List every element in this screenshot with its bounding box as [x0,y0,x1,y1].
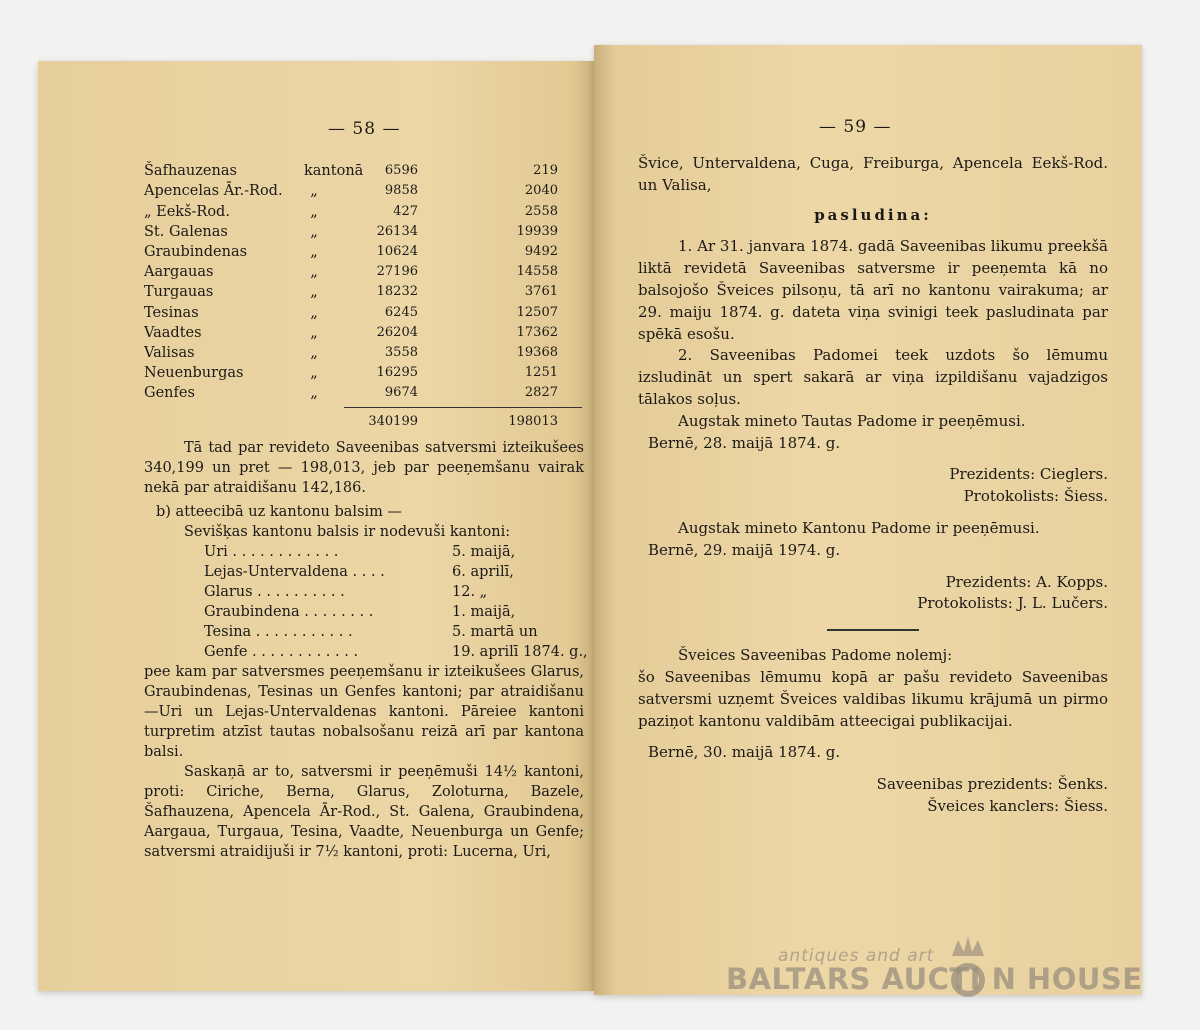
adopted-note-1: Augstak mineto Tautas Padome ir peeņēmusi. [678,411,1026,430]
page-number: — 59 — [819,117,892,137]
list-item [204,622,584,642]
right-page-content [638,153,1108,818]
canton-name: Aargauas [144,264,214,281]
proclamation-heading: pasludina: [814,205,932,224]
right-page [594,45,1142,995]
yes-votes: 26204 [376,324,418,340]
canton-votes-paragraph: pee kam par satversmes peeņemšanu ir izteikušees Glarus, Graubindenas, Tesinas un Genfes kantoni; par atraidišanu—Uri un Lejas-Untervaldenas kantoni. Pāreiee kantoni turpretim atzīst tautas nobalsošanu reizā arī par kantona balsi. [144,664,584,761]
open-book [38,45,1142,995]
canton-name: Tesinas [144,304,199,321]
canton-dotted-name: Lejas-Untervaldena . . . . [204,564,385,581]
table-row [144,302,584,322]
vote-date: 6. aprilī, [452,564,514,581]
canton-suffix: „ [310,365,318,382]
canton-name: Neuenburgas [144,365,244,382]
council-heading: Šveices Saveenibas Padome nolemj: [678,646,953,665]
no-votes: 2040 [524,183,558,199]
chancellor-signature: Šveices kanclers: Šiess. [927,796,1108,815]
canton-date-list [144,542,588,662]
canton-dotted-name: Graubindena . . . . . . . . [204,604,374,621]
no-votes: 1251 [524,365,558,381]
section-b-heading: b) atteecibā uz kantonu balsim — [156,504,403,521]
canton-suffix: „ [310,264,318,281]
president-signature-3: Saveenibas prezidents: Šenks. [876,775,1108,794]
canton-name: St. Galenas [144,223,228,240]
list-item [204,562,584,582]
president-signature-1: Prezidents: Cieglers. [949,465,1108,484]
canton-name: „ Eekš-Rod. [144,203,230,220]
canton-suffix: „ [310,203,318,220]
result-paragraph: Saskaņā ar to, satversmi ir peeņēmuši 14½ kantoni, proti: Ciriche, Berna, Glarus, Zoloturna, Bazele, Šafhauzena, Apencela Ār-Rod., St. Galena, Graubindena, Aargaua, Turgaua, Tesina, Vaadte, Neuenburga un Genfe; satversmi atraidijuši ir 7½ kantoni, proti: Lucerna, Uri, [144,764,584,861]
table-row [144,323,584,343]
yes-votes: 26134 [376,223,418,239]
vote-date: 1. maijā, [452,604,516,621]
table-row [144,262,584,282]
canton-suffix: „ [310,243,318,260]
summary-paragraph: Tā tad par revideto Saveenibas satversmi izteikušees 340,199 un pret — 198,013, jeb par peeņemšanu vairak nekā par atraidišanu 142,186. [144,440,584,497]
yes-votes: 6245 [384,304,418,320]
place-date-3: Bernē, 30. maijā 1874. g. [648,743,841,762]
no-votes: 14558 [516,264,558,280]
table-row [144,282,584,302]
item-2: 2. Saveenibas Padomei teek uzdots šo lēmumu izsludināt un spert sakarā ar viņa izpildišanu vajadzigos tālakos soļus. [638,346,1108,408]
yes-votes: 9674 [384,385,418,401]
canton-suffix: „ [310,324,318,341]
total-no: 198013 [508,414,558,430]
canton-name: Apencelas Ār.-Rod. [144,183,283,200]
watermark-tagline: antiques and art [778,946,935,966]
yes-votes: 10624 [376,243,418,259]
watermark-name: BALTARS AUCTI N HOUSE [726,962,1143,996]
canton-suffix: „ [310,385,318,402]
yes-votes: 9858 [384,183,418,199]
table-row [144,242,584,262]
no-votes: 9492 [524,243,558,259]
vote-date: 19. aprilī 1874. g., [452,644,588,661]
no-votes: 3761 [524,284,558,300]
canton-name: Turgauas [144,284,214,301]
total-yes: 340199 [368,414,418,430]
list-item [204,582,584,602]
table-row [144,343,584,363]
yes-votes: 18232 [376,284,418,300]
canton-suffix: kantonā [304,163,364,180]
canton-suffix: „ [310,304,318,321]
list-item [204,642,588,662]
council-decision: šo Saveenibas lēmumu kopā ar pašu revideto Saveenibas satversmi uzņemt Šveices valdibas likumu krājumā un pirmo paziņot kantonu valdibām atteecigai publikacijai. [638,667,1108,730]
adopted-note-2: Augstak mineto Kantonu Padome ir peeņēmusi. [678,518,1040,537]
canton-dotted-name: Tesina . . . . . . . . . . . [204,624,353,641]
canton-dotted-name: Genfe . . . . . . . . . . . . [204,644,359,661]
secretary-signature-2: Protokolists: J. L. Lučers. [917,594,1108,613]
canton-suffix: „ [310,344,318,361]
intro-text: Švice, Untervaldena, Cuga, Freiburga, Apencela Eekš-Rod. un Valisa, [638,154,1108,194]
table-row [144,161,584,181]
no-votes: 2827 [524,385,558,401]
section-b-subheading: Sevišķas kantonu balsis ir nodevuši kantoni: [184,524,511,541]
canton-dotted-name: Glarus . . . . . . . . . . [204,584,345,601]
no-votes: 17362 [516,324,558,340]
crown-icon [948,934,988,1004]
yes-votes: 3558 [384,344,418,360]
table-row [144,363,584,383]
canton-suffix: „ [310,284,318,301]
list-item [204,602,584,622]
no-votes: 19939 [516,223,558,239]
list-item [204,542,584,562]
yes-votes: 27196 [376,264,418,280]
vote-date: 5. maijā, [452,544,516,561]
canton-name: Genfes [144,385,195,402]
section-divider [827,629,919,631]
item-1: 1. Ar 31. janvara 1874. gadā Saveenibas likumu preekšā liktā revidetā Saveenibas satversme ir peeņemta kā no balsojošo Šveices pilsoņu, tā arī no kantonu vairakuma; ar 29. maiju 1874. g. dateta viņa svinigi teek pasludinata par spēkā esošu. [638,237,1108,343]
left-page-content [144,161,588,862]
table-total-row [144,408,584,432]
vote-date: 12. „ [452,584,488,601]
canton-name: Vaadtes [144,324,202,341]
secretary-signature-1: Protokolists: Šiess. [963,487,1108,506]
president-signature-2: Prezidents: A. Kopps. [945,572,1108,591]
canton-dotted-name: Uri . . . . . . . . . . . . [204,544,339,561]
left-page [38,61,594,991]
table-row [144,181,584,201]
table-row [144,222,584,242]
canton-name: Valisas [144,344,195,361]
page-number: — 58 — [328,119,401,139]
no-votes: 2558 [524,203,558,219]
canton-suffix: „ [310,183,318,200]
yes-votes: 16295 [376,365,418,381]
yes-votes: 6596 [384,163,418,179]
table-row [144,201,584,221]
no-votes: 219 [533,163,558,179]
no-votes: 19368 [516,344,558,360]
place-date-2: Bernē, 29. maijā 1974. g. [648,540,841,559]
vote-table [144,161,584,403]
place-date-1: Bernē, 28. maijā 1874. g. [648,433,841,452]
table-row [144,383,584,403]
canton-name: Graubindenas [144,243,248,260]
canton-name: Šafhauzenas [144,163,237,180]
yes-votes: 427 [393,203,418,219]
no-votes: 12507 [516,304,558,320]
vote-date: 5. martā un [452,624,538,641]
canton-suffix: „ [310,223,318,240]
